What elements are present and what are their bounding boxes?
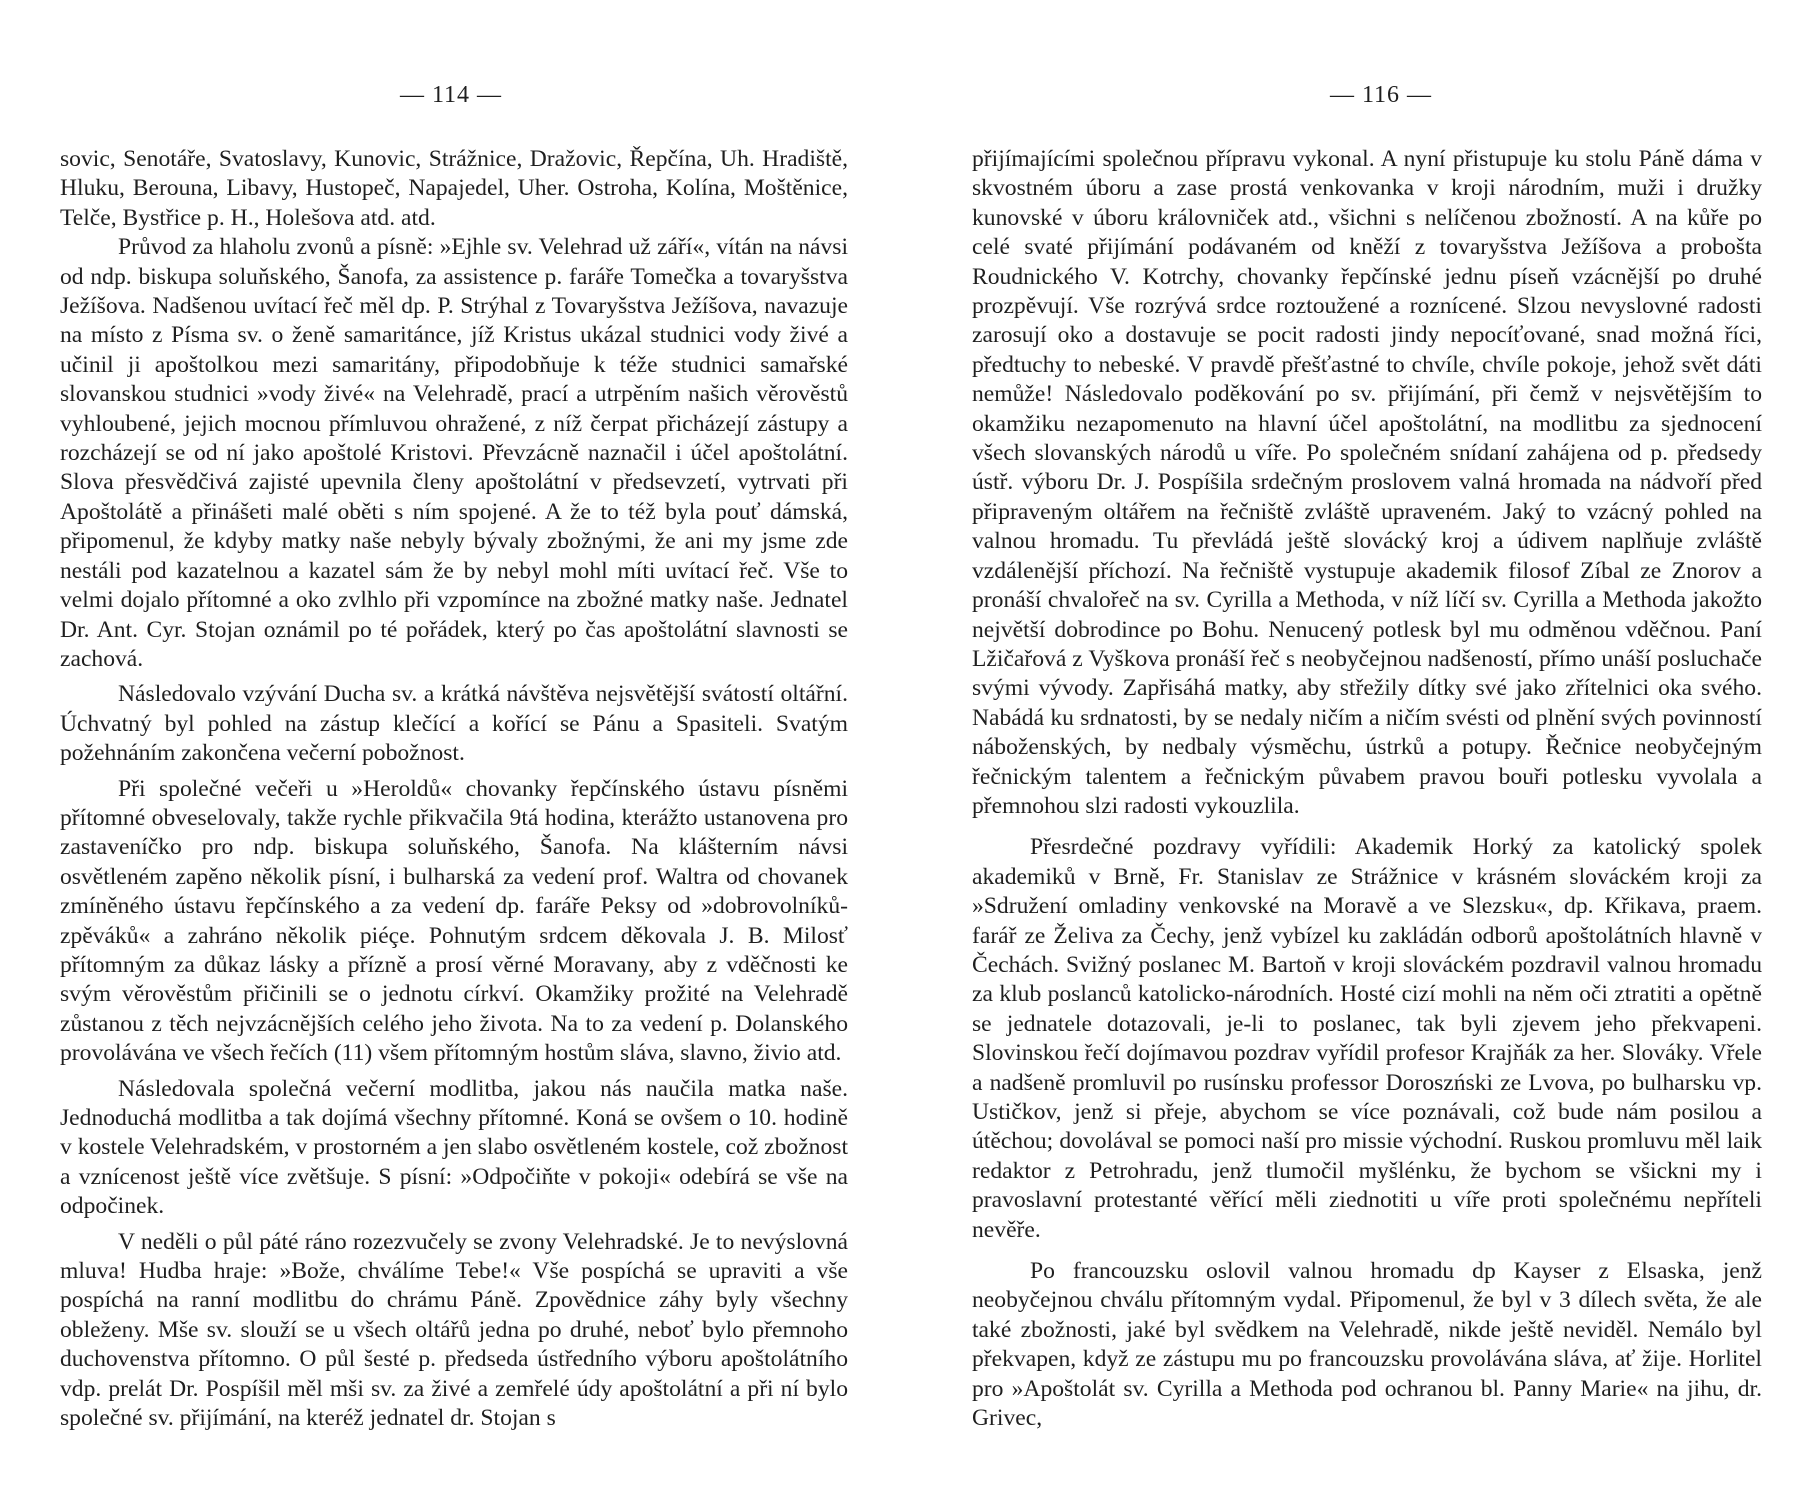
- paragraph: Při společné večeři u »Heroldů« chovanky řepčínského ústavu písněmi přítomné obveselovaly, takže rychle přikvačila 9tá hodina, kterážto ustanovena pro zastaveníčko pro ndp. biskupa soluňského, Šanofa. Na klášterním návsi osvětleném zapěno několik písní, i bulharská za vedení prof. Waltra od chovanek zmíněného ústavu řepčínského a za vedení dp. faráře Peksy od »dobrovolníků-zpěváků« a zahráno několik piéçe. Pohnutým srdcem děkovala J. B. Milosť přítomným za důkaz lásky a přízně a prosí věrné Moravany, aby z vděčnosti ke svým věrověstům přičinili se o jednotu církví. Okamžiky prožité na Velehradě zůstanou z těch nejvzácnějších celého jeho života. Na to za vedení p. Dolanského provolávána ve všech řečích (11) všem přítomným hostům sláva, slavno, živio atd.: [60, 775, 848, 1067]
- paragraph: Následovalo vzývání Ducha sv. a krátká návštěva nejsvětější svátostí oltářní. Úchvatný byl pohled na zástup klečící a kořící se Pánu a Spasiteli. Svatým požehnáním zakončena večerní pobožnost.: [60, 681, 848, 767]
- paragraph: Následovala společná večerní modlitba, jakou nás naučila matka naše. Jednoduchá modlitba a tak dojímá všechny přítomné. Koná se ovšem o 10. hodině v kostele Velehradském, v prostorném a jen slabo osvětleném kostele, což zbožnost a vznícenost ještě více zvětšuje. S písní: »Odpočiňte v pokoji« odebírá se vše na odpočinek.: [60, 1075, 848, 1220]
- page-number: — 116 —: [1329, 82, 1433, 108]
- paragraph: V neděli o půl páté ráno rozezvučely se zvony Velehradské. Je to nevýslovná mluva! Hudba hraje: »Bože, chválíme Tebe!« Vše pospíchá se upraviti a vše pospíchá na ranní modlitbu do chrámu Páně. Zpovědnice záhy byly všechny obleženy. Mše sv. slouží se u všech oltářů jedna po druhé, neboť bylo přemnoho duchovenstva přítomno. O půl šesté p. předseda ústředního výboru apoštolátního vdp. prelát Dr. Pospíšil měl mši sv. za živé a zemřelé údy apoštolátní a při ní bylo společné sv. přijímání, na kteréž jednatel dr. Stojan s: [60, 1228, 848, 1432]
- paragraph: Po francouzsku oslovil valnou hromadu dp Kayser z Elsaska, jenž neobyčejnou chválu přítomným vydal. Připomenul, že byl v 3 dílech světa, že ale také zbožnosti, jaké byl svědkem na Velehradě, nikde ještě neviděl. Nemálo byl překvapen, když ze zástupu mu po francouzsku provolávána sláva, ať žije. Horlitel pro »Apoštolát sv. Cyrilla a Methoda pod ochranou bl. Panny Marie« na jihu, dr. Grivec,: [972, 1258, 1762, 1432]
- page-number: — 114 —: [399, 82, 503, 108]
- right-page: [902, 0, 1804, 1500]
- paragraph: přijímajícími společnou přípravu vykonal. A nyní přistupuje ku stolu Páně dáma v skvostném úboru a zase prostá venkovanka v kroji národním, muži i družky kunovské v úboru královniček atd., všichni s nelíčenou zbožností. A na kůře po celé svaté přijímání podávaném od kněží z tovaryšstva Ježíšova a probošta Roudnického V. Kotrchy, chovanky řepčínské jednu píseň vzácnější po druhé prozpěvují. Vše rozrývá srdce roztoužené a roznícené. Slzou nevyslovné radosti zarosují oko a dostavuje se pocit radosti jindy nepocíťované, snad možná říci, předtuchy to nebeské. V pravdě přešťastné to chvíle, chvíle pokoje, jehož svět dáti nemůže! Následovalo poděkování po sv. přijímání, při čemž v nejsvětějším to okamžiku nezapomenuto na hlavní účel apoštolátní, na modlitbu za sjednocení všech slovanských národů u víře. Po společném snídaní zahájena od p. předsedy ústř. výboru Dr. J. Pospíšila srdečným proslovem valná hromada na nádvoří před připraveným oltářem na řečniště zvláště upraveném. Jaký to vzácný pohled na valnou hromadu. Tu převládá ještě slovácký kroj a údivem naplňuje zvláště vzdálenější příchozí. Na řečniště vystupuje akademik filosof Zíbal ze Znorov a pronáší chvalořeč na sv. Cyrilla a Methoda, v níž líčí sv. Cyrilla a Methoda jakožto největší dobrodince po Bohu. Nenucený potlesk byl mu odměnou vděčnou. Paní Lžičařová z Vyškova pronáší řeč s neobyčejnou nadšeností, přímo unáší posluchače svými vývody. Zapřisáhá matky, aby střežily dítky své jako zřítelnici oka svého. Nabádá ku srdnatosti, by se nedaly ničím a ničím svésti od plnění svých povinností náboženských, by nedbaly výsměchu, ústrků a potupy. Řečnice neobyčejným řečnickým talentem a řečnickým půvabem pravou bouři potlesku vyvolala a přemnohou slzi radosti vykouzlila.: [972, 146, 1762, 819]
- paragraph: Průvod za hlaholu zvonů a písně: »Ejhle sv. Velehrad už září«, vítán na návsi od ndp. biskupa soluňského, Šanofa, za assistence p. faráře Tomečka a tovaryšstva Ježíšova. Nadšenou uvítací řeč měl dp. P. Strýhal z Tovaryšstva Ježíšova, navazuje na místo z Písma sv. o ženě samaritánce, jíž Kristus ukázal studnici vody živé a učinil ji apoštolkou mezi samaritány, připodobňuje k téže studnici samařské slovanskou studnici »vody živé« na Velehradě, prací a utrpěním našich věrověstů vyhloubené, jejich mocnou přímluvou ohražené, z níž čerpat přicházejí zástupy a rozcházejí se od ní jako apoštolé Kristovi. Převzácně naznačil i účel apoštolátní. Slova přesvědčivá zajisté upevnila členy apoštolátní v předsevzetí, vytrvati při Apoštolátě a přinášeti malé oběti s ním spojené. A že to též byla pouť dámská, připomenul, že kdyby matky naše nebyly bývaly zbožnými, že ani my jsme zde nestáli pod kazatelnou a kazatel sám že by nebyl mohl míti uvítací řeč. Vše to velmi dojalo přítomné a oko zvlhlo při vzpomínce na zbožné matky naše. Jednatel Dr. Ant. Cyr. Stojan oznámil po té pořádek, který po čas apoštolátní slavnosti se zachová.: [60, 234, 848, 672]
- body-text: [972, 145, 1762, 1433]
- body-text: [60, 145, 848, 1433]
- paragraph: Přesrdečné pozdravy vyřídili: Akademik Horký za katolický spolek akademiků v Brně, Fr. Stanislav ze Strážnice v krásném slováckém kroji za »Sdružení omladiny venkovské na Moravě a ve Slezsku«, dp. Křikava, praem. farář ze Želiva za Čechy, jenž vybízel ku zakládán odborů apoštolátních hlavně v Čechách. Svižný poslanec M. Bartoň v kroji slováckém pozdravil valnou hromadu za klub poslanců katolicko-národních. Hosté cizí mohli na něm oči ztratiti a opětně se jednatele dotazovali, je-li to poslanec, tak byli zjevem jeho překvapeni. Slovinskou řečí dojímavou pozdrav vyřídil profesor Krajňák za her. Slováky. Vřele a nadšeně promluvil po rusínsku professor Doroszński ze Lvova, po bulharsku vp. Ustičkov, jenž si přeje, abychom se více poznávali, což bude nám posilou a útěchou; dovolával se pomoci naší pro missie východní. Ruskou promluvu měl laik redaktor z Petrohradu, jenž tlumočil myšlénku, že bychom se všickni my i pravoslavní protestanté věřící měli ziednotiti u víře proti společnému nepříteli nevěře.: [972, 834, 1762, 1243]
- paragraph: sovic, Senotáře, Svatoslavy, Kunovic, Strážnice, Dražovic, Řepčína, Uh. Hradiště, Hluku, Berouna, Libavy, Hustopeč, Napajedel, Uher. Ostroha, Kolína, Moštěnice, Telče, Bystřice p. H., Holešova atd. atd.: [60, 146, 848, 231]
